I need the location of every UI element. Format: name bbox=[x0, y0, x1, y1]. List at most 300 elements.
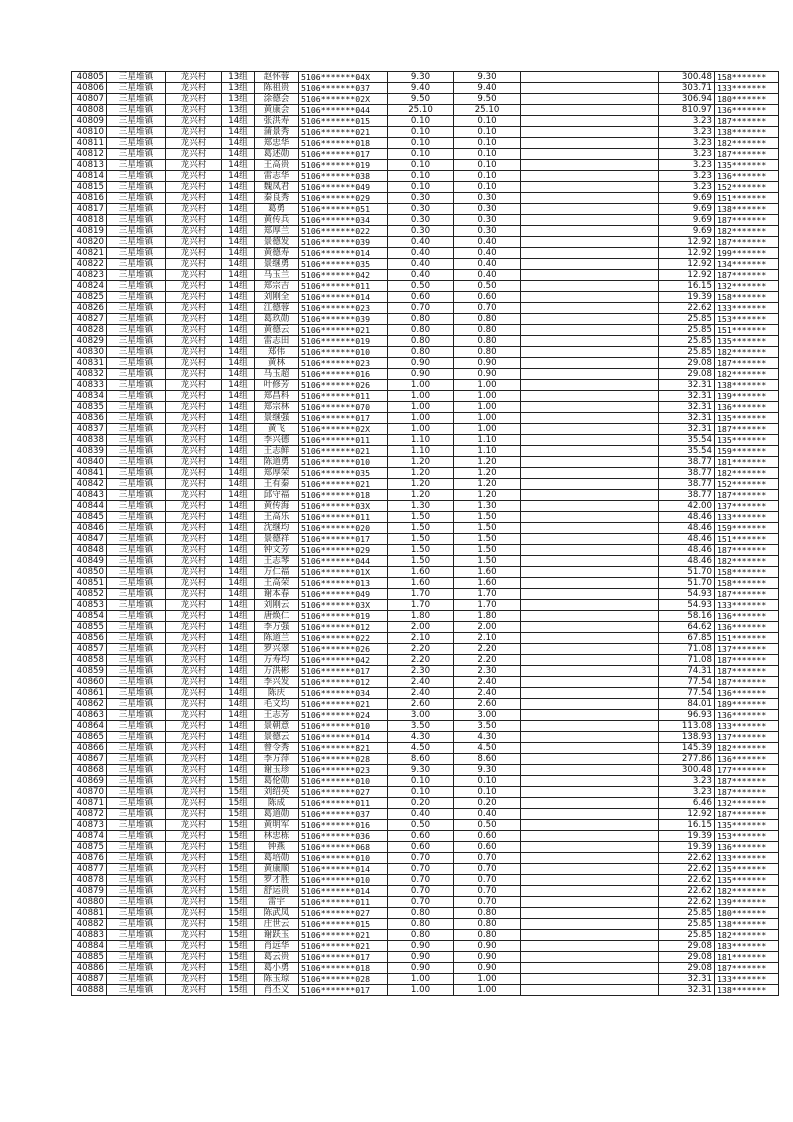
cell-group: 15组 bbox=[222, 875, 255, 886]
cell-id-number: 5106*******014 bbox=[299, 732, 388, 743]
cell-town: 三星堆镇 bbox=[107, 512, 166, 523]
cell-id-number: 5106*******017 bbox=[299, 985, 388, 996]
cell-person-name: 葛云贵 bbox=[255, 952, 299, 963]
cell-person-name: 沈继均 bbox=[255, 523, 299, 534]
cell-row-index: 40827 bbox=[72, 314, 107, 325]
cell-area-confirmed: 0.80 bbox=[454, 919, 521, 930]
cell-blank-column bbox=[521, 116, 659, 127]
cell-amount: 32.31 bbox=[659, 402, 715, 413]
table-row bbox=[72, 655, 779, 666]
cell-area-confirmed: 1.20 bbox=[454, 468, 521, 479]
cell-phone: 152******* bbox=[715, 182, 779, 193]
cell-group: 14组 bbox=[222, 336, 255, 347]
cell-town: 三星堆镇 bbox=[107, 204, 166, 215]
cell-area-value: 0.20 bbox=[388, 798, 454, 809]
cell-amount: 77.54 bbox=[659, 688, 715, 699]
cell-group: 15组 bbox=[222, 963, 255, 974]
cell-village: 龙兴村 bbox=[166, 303, 222, 314]
cell-village: 龙兴村 bbox=[166, 809, 222, 820]
cell-area-confirmed: 0.40 bbox=[454, 237, 521, 248]
cell-id-number: 5106*******010 bbox=[299, 776, 388, 787]
cell-group: 14组 bbox=[222, 446, 255, 457]
cell-id-number: 5106*******010 bbox=[299, 347, 388, 358]
cell-area-confirmed: 1.50 bbox=[454, 523, 521, 534]
cell-person-name: 景德发 bbox=[255, 237, 299, 248]
cell-person-name: 曾令秀 bbox=[255, 743, 299, 754]
cell-row-index: 40877 bbox=[72, 864, 107, 875]
cell-blank-column bbox=[521, 259, 659, 270]
cell-village: 龙兴村 bbox=[166, 347, 222, 358]
cell-area-confirmed: 1.20 bbox=[454, 490, 521, 501]
cell-town: 三星堆镇 bbox=[107, 72, 166, 83]
cell-village: 龙兴村 bbox=[166, 292, 222, 303]
cell-person-name: 葛道勋 bbox=[255, 809, 299, 820]
cell-phone: 133******* bbox=[715, 83, 779, 94]
cell-person-name: 涂德会 bbox=[255, 94, 299, 105]
cell-blank-column bbox=[521, 468, 659, 479]
cell-area-confirmed: 25.10 bbox=[454, 105, 521, 116]
table-row bbox=[72, 908, 779, 919]
cell-blank-column bbox=[521, 281, 659, 292]
cell-area-value: 1.20 bbox=[388, 490, 454, 501]
cell-amount: 22.62 bbox=[659, 875, 715, 886]
cell-village: 龙兴村 bbox=[166, 435, 222, 446]
cell-area-confirmed: 2.20 bbox=[454, 644, 521, 655]
cell-town: 三星堆镇 bbox=[107, 897, 166, 908]
cell-person-name: 罗才胜 bbox=[255, 875, 299, 886]
cell-row-index: 40818 bbox=[72, 215, 107, 226]
cell-blank-column bbox=[521, 347, 659, 358]
cell-blank-column bbox=[521, 72, 659, 83]
cell-area-confirmed: 2.00 bbox=[454, 622, 521, 633]
cell-blank-column bbox=[521, 699, 659, 710]
cell-row-index: 40862 bbox=[72, 699, 107, 710]
cell-id-number: 5106*******018 bbox=[299, 490, 388, 501]
cell-group: 15组 bbox=[222, 930, 255, 941]
cell-area-value: 1.00 bbox=[388, 402, 454, 413]
cell-amount: 64.62 bbox=[659, 622, 715, 633]
cell-row-index: 40850 bbox=[72, 567, 107, 578]
cell-village: 龙兴村 bbox=[166, 116, 222, 127]
table-row bbox=[72, 204, 779, 215]
cell-person-name: 肖远华 bbox=[255, 941, 299, 952]
cell-person-name: 赵怀蓉 bbox=[255, 72, 299, 83]
cell-area-value: 0.50 bbox=[388, 281, 454, 292]
table-row bbox=[72, 622, 779, 633]
cell-amount: 25.85 bbox=[659, 930, 715, 941]
cell-area-confirmed: 1.00 bbox=[454, 985, 521, 996]
cell-amount: 58.16 bbox=[659, 611, 715, 622]
cell-village: 龙兴村 bbox=[166, 94, 222, 105]
cell-row-index: 40805 bbox=[72, 72, 107, 83]
cell-town: 三星堆镇 bbox=[107, 413, 166, 424]
cell-row-index: 40857 bbox=[72, 644, 107, 655]
cell-area-value: 1.00 bbox=[388, 974, 454, 985]
cell-row-index: 40841 bbox=[72, 468, 107, 479]
cell-phone: 158******* bbox=[715, 567, 779, 578]
cell-village: 龙兴村 bbox=[166, 776, 222, 787]
cell-area-confirmed: 0.70 bbox=[454, 875, 521, 886]
cell-village: 龙兴村 bbox=[166, 402, 222, 413]
cell-area-value: 1.70 bbox=[388, 589, 454, 600]
cell-blank-column bbox=[521, 127, 659, 138]
table-row bbox=[72, 413, 779, 424]
cell-row-index: 40869 bbox=[72, 776, 107, 787]
cell-area-value: 9.50 bbox=[388, 94, 454, 105]
cell-area-value: 1.00 bbox=[388, 413, 454, 424]
cell-group: 14组 bbox=[222, 622, 255, 633]
cell-village: 龙兴村 bbox=[166, 314, 222, 325]
cell-group: 14组 bbox=[222, 567, 255, 578]
cell-phone: 133******* bbox=[715, 600, 779, 611]
cell-person-name: 肖丕义 bbox=[255, 985, 299, 996]
cell-group: 14组 bbox=[222, 699, 255, 710]
cell-area-confirmed: 0.60 bbox=[454, 831, 521, 842]
cell-area-confirmed: 1.50 bbox=[454, 534, 521, 545]
cell-town: 三星堆镇 bbox=[107, 171, 166, 182]
cell-village: 龙兴村 bbox=[166, 358, 222, 369]
table-row bbox=[72, 545, 779, 556]
cell-person-name: 刘绍英 bbox=[255, 787, 299, 798]
cell-blank-column bbox=[521, 930, 659, 941]
cell-id-number: 5106*******021 bbox=[299, 446, 388, 457]
cell-town: 三星堆镇 bbox=[107, 699, 166, 710]
cell-area-value: 0.40 bbox=[388, 259, 454, 270]
cell-person-name: 黄康会 bbox=[255, 105, 299, 116]
cell-blank-column bbox=[521, 908, 659, 919]
cell-town: 三星堆镇 bbox=[107, 325, 166, 336]
table-row bbox=[72, 952, 779, 963]
cell-area-value: 1.60 bbox=[388, 578, 454, 589]
cell-phone: 153******* bbox=[715, 314, 779, 325]
cell-id-number: 5106*******021 bbox=[299, 479, 388, 490]
cell-area-confirmed: 0.60 bbox=[454, 842, 521, 853]
cell-group: 14组 bbox=[222, 556, 255, 567]
cell-row-index: 40880 bbox=[72, 897, 107, 908]
cell-blank-column bbox=[521, 512, 659, 523]
cell-group: 14组 bbox=[222, 325, 255, 336]
cell-area-value: 9.30 bbox=[388, 72, 454, 83]
cell-area-confirmed: 1.70 bbox=[454, 589, 521, 600]
cell-amount: 32.31 bbox=[659, 413, 715, 424]
cell-area-confirmed: 0.20 bbox=[454, 798, 521, 809]
cell-row-index: 40853 bbox=[72, 600, 107, 611]
cell-group: 14组 bbox=[222, 721, 255, 732]
cell-row-index: 40806 bbox=[72, 83, 107, 94]
cell-town: 三星堆镇 bbox=[107, 259, 166, 270]
cell-person-name: 黄德云 bbox=[255, 325, 299, 336]
cell-area-confirmed: 0.90 bbox=[454, 941, 521, 952]
cell-area-confirmed: 0.30 bbox=[454, 193, 521, 204]
cell-phone: 135******* bbox=[715, 864, 779, 875]
cell-blank-column bbox=[521, 754, 659, 765]
cell-town: 三星堆镇 bbox=[107, 457, 166, 468]
cell-town: 三星堆镇 bbox=[107, 303, 166, 314]
cell-id-number: 5106*******035 bbox=[299, 259, 388, 270]
cell-amount: 113.08 bbox=[659, 721, 715, 732]
cell-village: 龙兴村 bbox=[166, 930, 222, 941]
cell-row-index: 40825 bbox=[72, 292, 107, 303]
cell-amount: 22.62 bbox=[659, 864, 715, 875]
cell-area-value: 9.30 bbox=[388, 765, 454, 776]
cell-amount: 810.97 bbox=[659, 105, 715, 116]
cell-id-number: 5106*******044 bbox=[299, 556, 388, 567]
cell-village: 龙兴村 bbox=[166, 622, 222, 633]
cell-phone: 182******* bbox=[715, 556, 779, 567]
table-row bbox=[72, 248, 779, 259]
cell-village: 龙兴村 bbox=[166, 215, 222, 226]
cell-amount: 25.85 bbox=[659, 314, 715, 325]
cell-area-value: 0.60 bbox=[388, 292, 454, 303]
cell-town: 三星堆镇 bbox=[107, 567, 166, 578]
cell-village: 龙兴村 bbox=[166, 853, 222, 864]
cell-blank-column bbox=[521, 490, 659, 501]
table-row bbox=[72, 468, 779, 479]
cell-village: 龙兴村 bbox=[166, 644, 222, 655]
cell-row-index: 40844 bbox=[72, 501, 107, 512]
cell-amount: 38.77 bbox=[659, 479, 715, 490]
cell-blank-column bbox=[521, 215, 659, 226]
table-row bbox=[72, 325, 779, 336]
cell-village: 龙兴村 bbox=[166, 600, 222, 611]
cell-town: 三星堆镇 bbox=[107, 501, 166, 512]
cell-village: 龙兴村 bbox=[166, 743, 222, 754]
cell-person-name: 葛勇 bbox=[255, 204, 299, 215]
cell-row-index: 40861 bbox=[72, 688, 107, 699]
cell-person-name: 王高贵 bbox=[255, 160, 299, 171]
cell-area-value: 1.10 bbox=[388, 446, 454, 457]
cell-id-number: 5106*******03X bbox=[299, 600, 388, 611]
table-row bbox=[72, 424, 779, 435]
cell-area-confirmed: 0.10 bbox=[454, 171, 521, 182]
cell-person-name: 邱守福 bbox=[255, 490, 299, 501]
cell-group: 14组 bbox=[222, 457, 255, 468]
cell-town: 三星堆镇 bbox=[107, 523, 166, 534]
cell-blank-column bbox=[521, 875, 659, 886]
cell-village: 龙兴村 bbox=[166, 556, 222, 567]
cell-amount: 19.39 bbox=[659, 292, 715, 303]
cell-phone: 138******* bbox=[715, 204, 779, 215]
cell-village: 龙兴村 bbox=[166, 765, 222, 776]
cell-id-number: 5106*******024 bbox=[299, 710, 388, 721]
cell-person-name: 郑厚兰 bbox=[255, 226, 299, 237]
cell-row-index: 40814 bbox=[72, 171, 107, 182]
cell-amount: 96.93 bbox=[659, 710, 715, 721]
cell-person-name: 李兴发 bbox=[255, 677, 299, 688]
cell-village: 龙兴村 bbox=[166, 127, 222, 138]
cell-id-number: 5106*******014 bbox=[299, 886, 388, 897]
cell-group: 13组 bbox=[222, 72, 255, 83]
cell-village: 龙兴村 bbox=[166, 721, 222, 732]
table-row bbox=[72, 237, 779, 248]
cell-amount: 54.93 bbox=[659, 600, 715, 611]
cell-area-value: 0.60 bbox=[388, 831, 454, 842]
cell-area-confirmed: 0.10 bbox=[454, 787, 521, 798]
cell-id-number: 5106*******014 bbox=[299, 864, 388, 875]
cell-area-confirmed: 0.80 bbox=[454, 347, 521, 358]
cell-area-confirmed: 1.60 bbox=[454, 578, 521, 589]
cell-row-index: 40819 bbox=[72, 226, 107, 237]
cell-row-index: 40876 bbox=[72, 853, 107, 864]
cell-town: 三星堆镇 bbox=[107, 94, 166, 105]
cell-area-confirmed: 1.20 bbox=[454, 457, 521, 468]
cell-group: 14组 bbox=[222, 116, 255, 127]
cell-row-index: 40881 bbox=[72, 908, 107, 919]
cell-id-number: 5106*******037 bbox=[299, 83, 388, 94]
cell-area-value: 0.60 bbox=[388, 842, 454, 853]
cell-row-index: 40832 bbox=[72, 369, 107, 380]
cell-area-confirmed: 1.00 bbox=[454, 402, 521, 413]
table-row bbox=[72, 501, 779, 512]
cell-person-name: 陈道兰 bbox=[255, 633, 299, 644]
cell-person-name: 陈武凤 bbox=[255, 908, 299, 919]
cell-area-value: 1.00 bbox=[388, 380, 454, 391]
cell-id-number: 5106*******02X bbox=[299, 424, 388, 435]
cell-area-confirmed: 0.90 bbox=[454, 358, 521, 369]
cell-town: 三星堆镇 bbox=[107, 985, 166, 996]
cell-area-value: 1.00 bbox=[388, 424, 454, 435]
cell-town: 三星堆镇 bbox=[107, 369, 166, 380]
cell-area-value: 1.70 bbox=[388, 600, 454, 611]
cell-person-name: 郑昌科 bbox=[255, 391, 299, 402]
cell-id-number: 5106*******026 bbox=[299, 380, 388, 391]
cell-blank-column bbox=[521, 798, 659, 809]
cell-amount: 9.69 bbox=[659, 226, 715, 237]
cell-amount: 51.70 bbox=[659, 578, 715, 589]
cell-town: 三星堆镇 bbox=[107, 160, 166, 171]
cell-amount: 303.71 bbox=[659, 83, 715, 94]
cell-town: 三星堆镇 bbox=[107, 556, 166, 567]
cell-town: 三星堆镇 bbox=[107, 754, 166, 765]
cell-area-confirmed: 8.60 bbox=[454, 754, 521, 765]
table-row bbox=[72, 688, 779, 699]
cell-area-confirmed: 0.90 bbox=[454, 369, 521, 380]
cell-id-number: 5106*******04X bbox=[299, 72, 388, 83]
cell-area-value: 1.80 bbox=[388, 611, 454, 622]
cell-area-value: 2.40 bbox=[388, 677, 454, 688]
cell-town: 三星堆镇 bbox=[107, 776, 166, 787]
cell-person-name: 马玉兰 bbox=[255, 270, 299, 281]
table-row bbox=[72, 534, 779, 545]
cell-village: 龙兴村 bbox=[166, 105, 222, 116]
cell-area-value: 0.80 bbox=[388, 314, 454, 325]
table-row bbox=[72, 611, 779, 622]
cell-group: 15组 bbox=[222, 974, 255, 985]
cell-area-confirmed: 4.30 bbox=[454, 732, 521, 743]
cell-group: 14组 bbox=[222, 633, 255, 644]
table-row bbox=[72, 94, 779, 105]
cell-phone: 182******* bbox=[715, 138, 779, 149]
cell-phone: 181******* bbox=[715, 457, 779, 468]
cell-phone: 136******* bbox=[715, 402, 779, 413]
cell-town: 三星堆镇 bbox=[107, 655, 166, 666]
cell-town: 三星堆镇 bbox=[107, 743, 166, 754]
cell-amount: 71.08 bbox=[659, 655, 715, 666]
cell-person-name: 李万萍 bbox=[255, 754, 299, 765]
table-row bbox=[72, 776, 779, 787]
cell-area-value: 2.40 bbox=[388, 688, 454, 699]
table-row bbox=[72, 402, 779, 413]
cell-town: 三星堆镇 bbox=[107, 116, 166, 127]
cell-town: 三星堆镇 bbox=[107, 270, 166, 281]
cell-town: 三星堆镇 bbox=[107, 809, 166, 820]
cell-blank-column bbox=[521, 963, 659, 974]
cell-id-number: 5106*******023 bbox=[299, 303, 388, 314]
cell-village: 龙兴村 bbox=[166, 523, 222, 534]
cell-town: 三星堆镇 bbox=[107, 831, 166, 842]
cell-amount: 29.08 bbox=[659, 963, 715, 974]
cell-group: 14组 bbox=[222, 248, 255, 259]
cell-village: 龙兴村 bbox=[166, 369, 222, 380]
cell-area-value: 1.50 bbox=[388, 523, 454, 534]
cell-id-number: 5106*******021 bbox=[299, 325, 388, 336]
cell-area-confirmed: 0.40 bbox=[454, 809, 521, 820]
cell-blank-column bbox=[521, 424, 659, 435]
cell-village: 龙兴村 bbox=[166, 226, 222, 237]
cell-id-number: 5106*******049 bbox=[299, 589, 388, 600]
cell-amount: 22.62 bbox=[659, 886, 715, 897]
table-row bbox=[72, 633, 779, 644]
cell-id-number: 5106*******010 bbox=[299, 875, 388, 886]
cell-village: 龙兴村 bbox=[166, 864, 222, 875]
cell-group: 14组 bbox=[222, 611, 255, 622]
cell-area-value: 0.40 bbox=[388, 248, 454, 259]
cell-group: 14组 bbox=[222, 490, 255, 501]
cell-person-name: 谢玉珍 bbox=[255, 765, 299, 776]
cell-phone: 136******* bbox=[715, 622, 779, 633]
cell-village: 龙兴村 bbox=[166, 985, 222, 996]
cell-area-confirmed: 0.80 bbox=[454, 325, 521, 336]
cell-person-name: 葛玖勋 bbox=[255, 314, 299, 325]
cell-blank-column bbox=[521, 886, 659, 897]
cell-group: 14组 bbox=[222, 534, 255, 545]
cell-row-index: 40838 bbox=[72, 435, 107, 446]
cell-row-index: 40808 bbox=[72, 105, 107, 116]
cell-row-index: 40830 bbox=[72, 347, 107, 358]
cell-area-confirmed: 9.30 bbox=[454, 765, 521, 776]
cell-blank-column bbox=[521, 193, 659, 204]
cell-amount: 48.46 bbox=[659, 556, 715, 567]
cell-person-name: 谢跃玉 bbox=[255, 930, 299, 941]
cell-row-index: 40845 bbox=[72, 512, 107, 523]
cell-area-confirmed: 0.60 bbox=[454, 292, 521, 303]
cell-village: 龙兴村 bbox=[166, 204, 222, 215]
cell-amount: 54.93 bbox=[659, 589, 715, 600]
cell-area-value: 1.20 bbox=[388, 479, 454, 490]
cell-area-confirmed: 0.50 bbox=[454, 281, 521, 292]
cell-area-value: 1.50 bbox=[388, 534, 454, 545]
cell-id-number: 5106*******034 bbox=[299, 215, 388, 226]
cell-phone: 138******* bbox=[715, 380, 779, 391]
cell-village: 龙兴村 bbox=[166, 842, 222, 853]
cell-village: 龙兴村 bbox=[166, 974, 222, 985]
cell-id-number: 5106*******018 bbox=[299, 963, 388, 974]
table-row bbox=[72, 435, 779, 446]
cell-phone: 135******* bbox=[715, 413, 779, 424]
cell-town: 三星堆镇 bbox=[107, 765, 166, 776]
cell-phone: 187******* bbox=[715, 270, 779, 281]
cell-phone: 187******* bbox=[715, 215, 779, 226]
cell-phone: 136******* bbox=[715, 754, 779, 765]
cell-phone: 151******* bbox=[715, 193, 779, 204]
cell-blank-column bbox=[521, 248, 659, 259]
cell-id-number: 5106*******016 bbox=[299, 820, 388, 831]
cell-row-index: 40836 bbox=[72, 413, 107, 424]
cell-amount: 25.85 bbox=[659, 919, 715, 930]
table-row bbox=[72, 303, 779, 314]
cell-amount: 29.08 bbox=[659, 952, 715, 963]
cell-blank-column bbox=[521, 611, 659, 622]
